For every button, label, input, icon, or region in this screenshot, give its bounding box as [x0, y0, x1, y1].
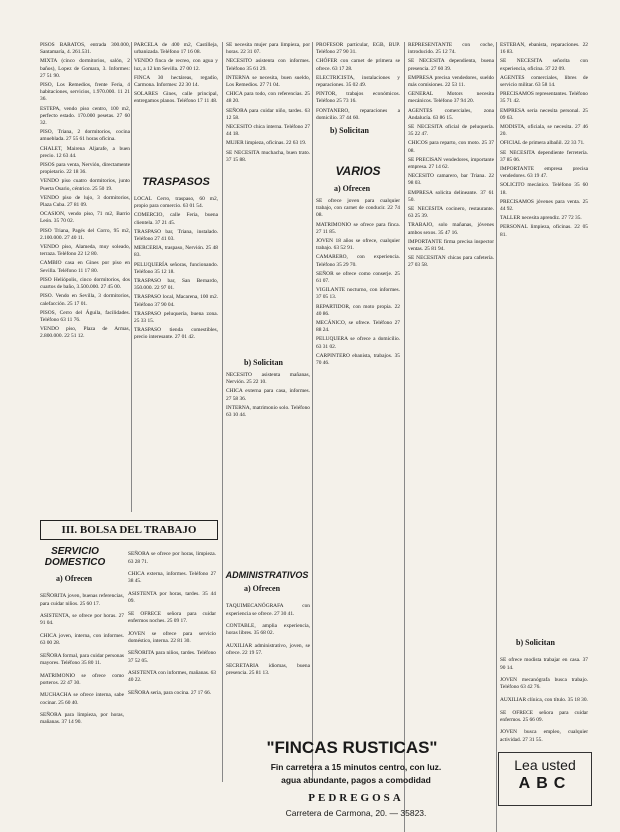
ad-text: REPRESENTANTE con coche, introducido. 25 12 74. — [408, 42, 494, 56]
ad-text: CHICOS para reparto, con moto. 25 37 08. — [408, 140, 494, 154]
administrativos-list — [226, 598, 310, 728]
column-2-traspasos — [134, 196, 218, 496]
ad-text: CAMBIO casa en Gines por piso en Sevilla. Teléfono 11 17 80. — [40, 260, 130, 274]
ad-text: VIGILANTE nocturno, con informes. 37 05 13. — [316, 287, 400, 301]
ad-text: AUXILIAR administrativo, joven, se ofrece. 22 19 57. — [226, 642, 310, 657]
ad-text: VENDO piso cuatro dormitorios, junto Puerta Osario, céntrico. 25 50 19. — [40, 178, 130, 192]
ad-text: JOVEN mecanógrafa busca trabajo. Teléfono 63 42 76. — [500, 677, 588, 691]
ad-text: PISO Heliópolis, cinco dormitorios, dos cuartos de baño, 3.500.000. 27 45 00. — [40, 276, 130, 291]
ad-text: VENDO piso, Plaza de Armas, 2.800.000. 22 51 12. — [40, 326, 130, 340]
ad-text: SE NECESITA muchacha, buen trato. 37 15 88. — [226, 149, 310, 163]
ad-text: SOLICITO mecánico. Teléfono 35 60 18. — [500, 182, 588, 196]
ad-text: CHICA externa para casa, informes. 27 58 36. — [226, 388, 310, 402]
ad-text: CONTABLE, amplia experiencia, horas libres. 35 68 02. — [226, 623, 310, 637]
column-rule — [496, 42, 497, 832]
column-1 — [40, 42, 130, 506]
ad-text: SE ofrece modista trabajar en casa. 37 90 14. — [500, 657, 588, 671]
column-rule — [404, 42, 405, 832]
ad-text: VENDO piso de lujo, 3 dormitorios, Plaza Cuba. 27 81 09. — [40, 194, 130, 209]
ad-text: PISO. Vendo en Sevilla, 3 dormitorios, calefacción. 25 17 01. — [40, 293, 130, 307]
ad-text: AUXILIAR clínica, con título. 35 18 30. — [500, 696, 588, 703]
ad-text: AGENTES comerciales, libres de servicio militar. 63 58 14. — [500, 74, 588, 89]
fincas-line-1: Fin carretera a 15 minutos centro, con luz. — [270, 762, 442, 772]
lea-usted-text: Lea usted — [514, 757, 576, 773]
ad-text: PISO, Los Remedios, frente Feria, 4 habitaciones, servicios, 1.970.000. 11 21 36. — [40, 82, 130, 103]
ad-text: ESTEBAN, ebanista, reparaciones. 22 16 83. — [500, 42, 588, 56]
solicitan-subheading: b) Solicitan — [330, 126, 369, 135]
traspasos-heading: TRASPASOS — [142, 176, 210, 188]
ad-text: ESTEPA, vendo piso centro, 100 m2, perfecto estado. 170.000 pesetas. 27 60 32. — [40, 105, 130, 127]
ad-text: PISO, Triana, 2 dormitorios, cocina amueblada. 27 55 61 horas oficina. — [40, 129, 130, 143]
solicitan-subheading: b) Solicitan — [244, 358, 283, 367]
ad-text: PRECISAMOS representantes. Teléfono 35 71 42. — [500, 91, 588, 105]
ad-text: VENDO piso, Alameda, muy soleado, terraza. Teléfono 22 12 80. — [40, 244, 130, 258]
ad-text: OFICIAL de primera albañil. 22 33 71. — [500, 140, 585, 147]
ad-text: IMPORTANTE empresa precisa vendedores. 63 19 47. — [500, 166, 588, 180]
ad-text: PARCELA de 400 m2, Castilleja, urbanizada. Teléfono 17 16 08. — [134, 42, 218, 56]
column-4-varios — [316, 198, 400, 738]
ad-text: PROFESOR particular, EGB, BUP. Teléfono 27 90 31. — [316, 42, 400, 56]
ad-text: LOCAL Cerro, traspaso, 60 m2, propio para comercio. 63 01 54. — [134, 196, 218, 210]
ad-text: MUCHACHA se ofrece interna, sabe cocinar. 25 60 40. — [40, 692, 124, 706]
ad-text: ASISTENTA con informes, mañanas. 63 40 22. — [128, 670, 216, 684]
bolsa-del-trabajo-heading: III. BOLSA DEL TRABAJO — [40, 520, 218, 540]
column-6 — [500, 42, 588, 632]
ad-text: FINCA 30 hectáreas, regadío, Carmona. Informes: 22 30 14. — [134, 74, 218, 89]
column-rule — [131, 42, 132, 512]
fincas-name: PEDREGOSA — [308, 792, 404, 804]
ad-text: OCASION, vendo piso, 71 m2, Barrio León. 35 70 02. — [40, 211, 130, 225]
ad-text: CAMARERO, con experiencia. Teléfono 35 29 70. — [316, 254, 400, 268]
ad-text: TRASPASO bar, San Bernardo, 350.000. 22 97 01. — [134, 278, 218, 292]
ad-text: SE NECESITAN chicas para cafetería. 27 03 58. — [408, 255, 494, 269]
ad-text: CHICA para todo, con referencias. 25 48 20. — [226, 91, 310, 105]
ad-text: EMPRESA solicita delineante. 37 61 50. — [408, 189, 494, 203]
ad-text: PISOS para venta, Nervión, directamente propietario. 22 18 36. — [40, 162, 130, 176]
ad-text: TRASPASO local, Macarena, 100 m2. Teléfono 37 90 04. — [134, 294, 218, 308]
ad-text: ASISTENTA por horas, tardes. 35 44 09. — [128, 590, 216, 605]
admin-ofrecen-subheading: a) Ofrecen — [244, 584, 281, 593]
ad-text: SE NECESITA dependienta, buena presencia. 27 60 39. — [408, 58, 494, 72]
ad-text: SE NECESITA señorita con experiencia, oficina. 37 22 09. — [500, 58, 588, 72]
ad-text: JOVEN se ofrece para servicio doméstico, interna. 22 81 30. — [128, 630, 216, 644]
ad-text: MERCERIA, traspaso, Nervión. 25 48 83. — [134, 245, 218, 259]
varios-ofrecen-subheading: a) Ofrecen — [334, 184, 371, 193]
ad-text: SEÑORA se ofrece por horas, limpieza. 63 28 71. — [128, 551, 216, 565]
ad-text: SE necesita mujer para limpieza, por horas. 22 31 07. — [226, 42, 310, 56]
column-rule — [222, 42, 223, 782]
ad-text: ELECTRICISTA, instalaciones y reparaciones. 35 02 49. — [316, 74, 400, 89]
ad-text: SEÑORITA joven, buenas referencias, para cuidar niños. 25 60 17. — [40, 593, 124, 607]
ad-text: GENERAL Motors necesita mecánicos. Teléfono 37 94 20. — [408, 91, 494, 105]
ad-text: NECESITO asistenta mañanas, Nervión. 25 22 10. — [226, 372, 310, 386]
servicio-domestico-heading: SERVICIO DOMESTICO — [44, 546, 106, 568]
ad-text: SEÑORA seria, para cocina. 27 17 66. — [128, 689, 212, 696]
ad-text: PRECISAMOS jóvenes para venta. 25 44 92. — [500, 198, 588, 213]
ad-text: AGENTES comerciales, zona Andalucía. 63 86 15. — [408, 107, 494, 121]
ad-text: SEÑOR se ofrece como conserje. 25 61 07. — [316, 270, 400, 285]
column-rule — [312, 42, 313, 782]
ad-text: CARPINTERO ebanista, trabajos. 35 70 46. — [316, 352, 400, 367]
ad-text: MUJER limpieza, oficinas. 22 63 19. — [226, 140, 307, 147]
ad-text: TALLER necesita aprendiz. 27 72 35. — [500, 215, 582, 222]
lea-usted-abc-box — [498, 752, 592, 806]
column-2-top — [134, 42, 218, 170]
ofrecen-subheading: a) Ofrecen — [56, 574, 93, 583]
ad-text: PELUQUERÍA señoras, funcionando. Teléfono 35 12 18. — [134, 261, 218, 275]
ad-text: SE NECESITA cocinero, restaurante. 63 25 39. — [408, 206, 494, 220]
ad-text: PINTOR, trabajos económicos. Teléfono 25 73 16. — [316, 91, 400, 105]
fincas-address: Carretera de Carmona, 20. — 35823. — [285, 808, 427, 818]
column-6-solicitan — [500, 652, 588, 746]
column-5 — [408, 42, 494, 822]
servicio-ofrecen-list — [40, 588, 124, 824]
ad-text: SEÑORA formal, para cuidar personas mayores. Teléfono 35 80 11. — [40, 652, 124, 666]
ad-text: INTERNA, matrimonio solo. Teléfono 63 10 44. — [226, 404, 310, 419]
ad-text: PELUQUERA se ofrece a domicilio. 63 31 02. — [316, 336, 400, 350]
ad-text: MATRIMONIO se ofrece como porteros. 22 47 30. — [40, 672, 124, 686]
ad-text: SE OFRECE señora para cuidar enfermos. 25 66 09. — [500, 709, 588, 723]
ad-text: NECESITO asistenta con informes. Teléfono 35 61 29. — [226, 58, 310, 72]
ad-text: SOLARES Gines, calle principal, entregamos planos. Teléfono 17 11 48. — [134, 91, 218, 105]
column-4 — [316, 42, 400, 152]
ad-text: SEÑORITA para niños, tardes. Teléfono 37 52 05. — [128, 650, 216, 664]
ad-text: NECESITO chica interna. Teléfono 27 44 18. — [226, 124, 310, 138]
ad-text: CHICA externa, informes. Teléfono 27 38 45. — [128, 571, 216, 585]
ad-text: TRASPASO bar, Triana, instalado. Teléfono 27 41 03. — [134, 228, 218, 243]
ad-text: EMPRESA precisa vendedores, sueldo más comisiones. 22 53 11. — [408, 74, 494, 89]
ad-text: SE OFRECE señora para cuidar enfermos noches. 25 09 17. — [128, 610, 216, 624]
varios-heading: VARIOS — [335, 164, 381, 178]
ad-text: REPARTIDOR, con moto propia. 22 40 86. — [316, 303, 400, 317]
ad-text: SECRETARIA idiomas, buena presencia. 25 81 13. — [226, 662, 310, 676]
ad-text: PISOS BARATOS, entrada 300.000, Santamaría, 4. 261.531. — [40, 42, 130, 56]
ad-text: NECESITO camarero, bar Triana. 22 98 03. — [408, 173, 494, 187]
ad-text: JOVEN 18 años se ofrece, cualquier trabajo. 63 52 91. — [316, 238, 400, 252]
ad-text: MATRIMONIO se ofrece para finca. 27 11 85. — [316, 221, 400, 235]
ad-text: SEÑORA para cuidar niño, tardes. 63 12 58. — [226, 107, 310, 121]
ad-text: PERSONAL limpieza, oficinas. 22 05 81. — [500, 224, 588, 238]
ad-text: SE NECESITA oficial de peluquería. 35 22 47. — [408, 124, 494, 138]
ad-text: MODISTA, oficiala, se necesita. 27 46 20. — [500, 124, 588, 138]
fincas-rusticas-title: "FINCAS RUSTICAS" — [266, 738, 438, 757]
ad-text: TRASPASO tienda comestibles, precio interesante. 27 01 42. — [134, 327, 218, 341]
ad-text: VENDO finca de recreo, con agua y luz, a 12 km Sevilla. 27 00 12. — [134, 58, 218, 72]
abc-logo-text: ABC — [518, 775, 572, 792]
administrativos-heading: ADMINISTRATIVOS — [225, 570, 309, 580]
ad-text: IMPORTANTE firma precisa inspector ventas. 25 81 94. — [408, 238, 494, 253]
fincas-line-2: agua abundante, pagos a comodidad — [281, 775, 431, 785]
ad-text: TAQUIMECANÓGRAFA con experiencia se ofrece. 27 30 41. — [226, 603, 310, 617]
ad-text: TRASPASO peluquería, buena zona. 25 33 15. — [134, 310, 218, 325]
servicio-ofrecen-list-2 — [128, 546, 216, 822]
ad-text: SE PRECISAN vendedores, importante empresa. 27 14 62. — [408, 156, 494, 171]
ad-text: PISO Triana, Pagés del Corro, 95 m2, 2.100.000. 27 40 11. — [40, 227, 130, 241]
col6-solicitan-subheading: b) Solicitan — [516, 638, 555, 647]
ad-text: COMERCIO, calle Feria, buena clientela. 37 21 45. — [134, 212, 218, 226]
column-3-solicitan — [226, 372, 310, 552]
ad-text: CHÓFER con carnet de primera se ofrece. 63 17 28. — [316, 58, 400, 72]
ad-text: PISOS, Cerro del Águila, facilidades. Teléfono 63 11 76. — [40, 309, 130, 323]
ad-text: CHICA joven, interna, con informes. 63 00 28. — [40, 632, 124, 647]
ad-text: SE ofrece joven para cualquier trabajo, con carnet de conducir. 22 74 08. — [316, 198, 400, 219]
ad-text: SEÑORA para limpieza, por horas, mañanas. 37 14 90. — [40, 712, 124, 726]
ad-text: FONTANERO, reparaciones a domicilio. 37 44 60. — [316, 107, 400, 121]
ad-text: TRABAJO, solo mañanas, jóvenes ambos sexos. 35 47 16. — [408, 222, 494, 236]
ad-text: INTERNA se necesita, buen sueldo, Los Remedios. 27 71 04. — [226, 74, 310, 89]
ad-text: MIXTA (cinco dormitorios, salón, 2 baños), Lopez de Gomara, 3. Informes: 27 51 90. — [40, 58, 130, 79]
ad-text: JOVEN busca empleo, cualquier actividad. 27 31 55. — [500, 729, 588, 743]
ad-text: CHALET, Mairena Aljarafe, a buen precio. 12 63 44. — [40, 145, 130, 159]
column-3 — [226, 42, 310, 342]
ad-text: MECÁNICO, se ofrece. Teléfono 27 88 24. — [316, 320, 400, 334]
ad-text: ASISTENTA, se ofrece por horas. 27 91 04. — [40, 613, 124, 627]
ad-text: SE NECESITA dependiente ferretería. 37 85 06. — [500, 149, 588, 163]
ad-text: EMPRESA seria necesita personal. 25 09 63. — [500, 107, 588, 121]
